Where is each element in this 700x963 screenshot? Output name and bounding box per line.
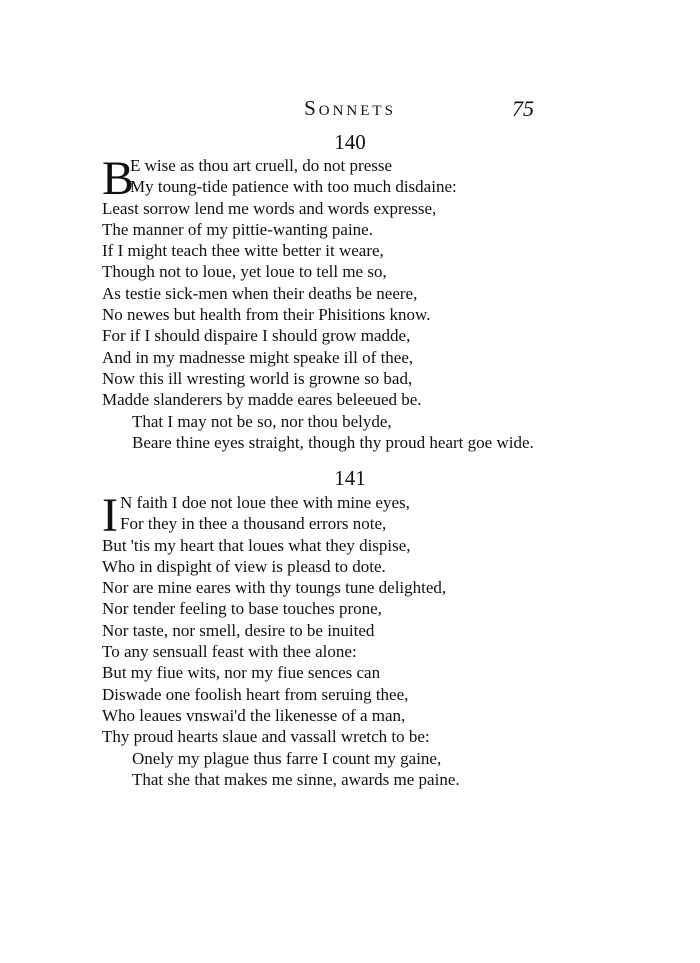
couplet-line: Beare thine eyes straight, though thy proud heart goe wide.: [132, 432, 534, 452]
verse-line: And in my madnesse might speake ill of thee,: [102, 347, 414, 367]
verse-line: Who in dispight of view is pleasd to dote.: [102, 556, 386, 576]
verse-line: N faith I doe not loue thee with mine eyes,: [120, 493, 410, 512]
verse-line: Least sorrow lend me words and words expresse,: [102, 198, 437, 218]
verse-line: As testie sick-men when their deaths be neere,: [102, 283, 418, 303]
verse-line: Diswade one foolish heart from seruing thee,: [102, 684, 409, 704]
sonnet-141: [102, 489, 572, 790]
running-head: [0, 96, 700, 121]
verse-line: Nor tender feeling to base touches prone,: [102, 599, 382, 619]
verse-line: Who leaues vnswai'd the likenesse of a man,: [102, 705, 406, 725]
sonnet-number-141: 141: [334, 466, 366, 490]
verse-line: For if I should dispaire I should grow madde,: [102, 326, 411, 346]
couplet-line: That I may not be so, nor thou belyde,: [132, 411, 392, 431]
verse-line: For they in thee a thousand errors note,: [120, 514, 387, 534]
couplet-line: Onely my plague thus farre I count my gaine,: [132, 748, 442, 768]
verse-line: Though not to loue, yet loue to tell me so,: [102, 262, 387, 282]
verse-line: The manner of my pittie-wanting paine.: [102, 219, 373, 239]
page-number: 75: [512, 96, 534, 121]
verse-line: Nor taste, nor smell, desire to be inuited: [102, 620, 375, 640]
running-title: Sonnets: [304, 96, 396, 120]
verse-line: No newes but health from their Phisitions know.: [102, 305, 431, 325]
verse-line: E wise as thou art cruell, do not presse: [130, 156, 393, 175]
verse-line: But 'tis my heart that loues what they dispise,: [102, 535, 411, 555]
couplet-line: That she that makes me sinne, awards me paine.: [132, 769, 460, 789]
sonnet-number-140: 140: [334, 130, 366, 154]
verse-line: Madde slanderers by madde eares beleeued be.: [102, 390, 422, 410]
verse-line: If I might teach thee witte better it weare,: [102, 241, 384, 261]
verse-line: Nor are mine eares with thy toungs tune delighted,: [102, 578, 447, 598]
verse-line: To any sensuall feast with thee alone:: [102, 642, 357, 662]
verse-line: Now this ill wresting world is growne so bad,: [102, 368, 413, 388]
verse-line: My toung-tide patience with too much disdaine:: [130, 177, 457, 197]
sonnet-140: [102, 152, 572, 453]
drop-cap: I: [102, 489, 118, 542]
verse-line: Thy proud hearts slaue and vassall wretch to be:: [102, 727, 430, 747]
drop-cap: B: [102, 152, 135, 205]
verse-line: But my fiue wits, nor my fiue sences can: [102, 663, 381, 683]
